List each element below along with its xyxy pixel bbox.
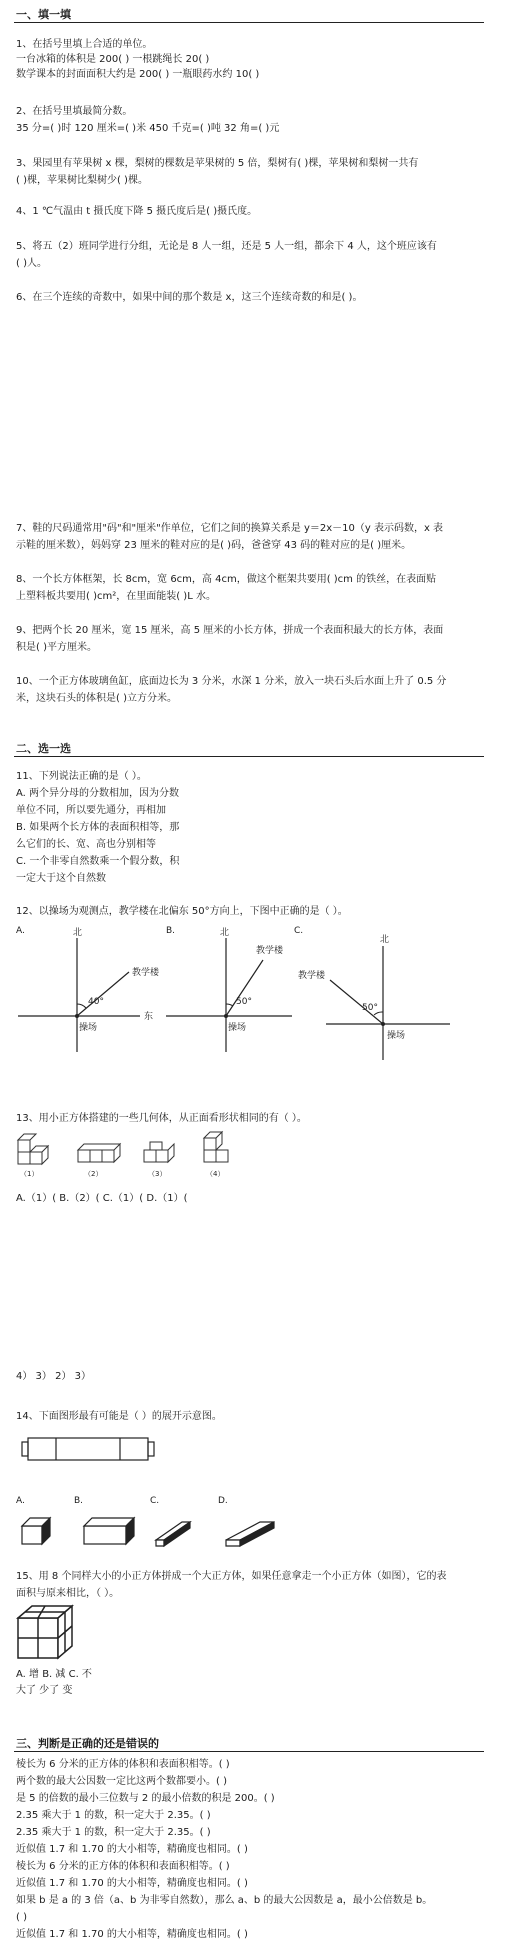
q2-line-2: 35 分=( )时 120 厘米=( )米 450 千克=( )吨 32 角=( )元 <box>16 123 280 134</box>
field-label: 操场 <box>387 1031 406 1041</box>
judge-item-9-bracket: ( ) <box>16 1912 27 1923</box>
q11-option-a-2: 单位不同，所以要先通分，再相加 <box>16 805 166 816</box>
judge-item-6: 近似值 1.7 和 1.70 的大小相等，精确度也相同。( ) <box>16 1844 248 1855</box>
figure-4-caption: （4） <box>206 1170 225 1178</box>
diagram-c <box>298 933 450 1060</box>
q15-options-line-2: 大了 少了 变 <box>16 1685 73 1696</box>
section-divider <box>14 1751 484 1752</box>
q12-option-a: A. <box>16 926 25 936</box>
section-3-title: 三、判断是正确的还是错误的 <box>16 1737 159 1750</box>
q14-option-a: A. <box>16 1496 25 1506</box>
q11-option-c-2: 一定大于这个自然数 <box>16 873 106 884</box>
q13-options: A.（1）( B.（2）( C.（1）( D.（1）( <box>16 1193 188 1204</box>
q10-line-2: 米，这块石头的体积是( )立方分米。 <box>16 693 177 704</box>
q11-option-c-1: C. 一个非零自然数乘一个假分数，积 <box>16 856 180 867</box>
north-label: 北 <box>380 935 390 945</box>
figure-2 <box>78 1144 120 1162</box>
q9-line-2: 积是( )平方厘米。 <box>16 642 97 653</box>
figure-3 <box>144 1142 174 1162</box>
q12-text: 12、以操场为观测点，教学楼在北偏东 50°方向上，下图中正确的是（ ）。 <box>16 906 348 917</box>
judge-item-10: 近似值 1.7 和 1.70 的大小相等，精确度也相同。( ) <box>16 1929 248 1940</box>
figure-3-caption: （3） <box>148 1170 167 1178</box>
q13-cube-figures <box>14 1130 244 1180</box>
figure-4 <box>204 1132 228 1162</box>
judge-item-3: 是 5 的倍数的最小三位数与 2 的最小倍数的积是 200。( ) <box>16 1793 275 1804</box>
q3-line-2: ( )棵，苹果树比梨树少( )棵。 <box>16 175 148 186</box>
q12-option-c: C. <box>294 926 304 936</box>
east-label: 东 <box>144 1012 154 1022</box>
q14-option-c: C. <box>150 1496 160 1506</box>
q8-line-2: 上塑料板共要用( )cm²，在里面能装( )L 水。 <box>16 591 216 602</box>
judge-item-1: 棱长为 6 分米的正方体的体积和表面积相等。( ) <box>16 1759 230 1770</box>
angle-label: 50° <box>362 1003 378 1013</box>
judge-item-7: 棱长为 6 分米的正方体的体积和表面积相等。( ) <box>16 1861 230 1872</box>
q7-line-1: 7、鞋的尺码通常用"码"和"厘米"作单位，它们之间的换算关系是 y＝2x－10（y 表示码数，x 表 <box>16 523 444 534</box>
building-label: 教学楼 <box>256 946 284 956</box>
q4-line-1: 4、1 ℃气温由 t 摄氏度下降 5 摄氏度后是( )摄氏度。 <box>16 206 258 217</box>
q5-line-2: ( )人。 <box>16 258 47 269</box>
building-label: 教学楼 <box>132 968 160 978</box>
q14-option-d: D. <box>218 1496 228 1506</box>
q14-net-figure <box>18 1428 178 1472</box>
angle-label: 50° <box>236 997 252 1007</box>
q6-line-1: 6、在三个连续的奇数中，如果中间的那个数是 x，这三个连续奇数的和是( )。 <box>16 292 363 303</box>
field-label: 操场 <box>79 1023 98 1033</box>
q2-line-1: 2、在括号里填最简分数。 <box>16 106 133 117</box>
q15-cube-figure <box>16 1604 80 1664</box>
diagram-b <box>166 926 292 1052</box>
q12-option-b: B. <box>166 926 176 936</box>
field-label: 操场 <box>228 1023 247 1033</box>
q14-text: 14、下面图形最有可能是（ ）的展开示意图。 <box>16 1411 222 1422</box>
q5-line-1: 5、将五（2）班同学进行分组，无论是 8 人一组，还是 5 人一组，都余下 4 人，这个班应该有 <box>16 241 437 252</box>
q14-option-b: B. <box>74 1496 84 1506</box>
q9-line-1: 9、把两个长 20 厘米，宽 15 厘米，高 5 厘米的小长方体，拼成一个表面积最大的长方体，表面 <box>16 625 444 636</box>
q11-option-b-1: B. 如果两个长方体的表面积相等，那 <box>16 822 180 833</box>
q3-line-1: 3、果园里有苹果树 x 棵，梨树的棵数是苹果树的 5 倍，梨树有( )棵，苹果树和梨树一共有 <box>16 158 419 169</box>
north-label: 北 <box>220 928 230 938</box>
judge-item-2: 两个数的最大公因数一定比这两个数都要小。( ) <box>16 1776 227 1787</box>
diagram-a <box>18 926 160 1052</box>
figure-2-caption: （2） <box>84 1170 103 1178</box>
q8-line-1: 8、一个长方体框架，长 8cm，宽 6cm，高 4cm，做这个框架共要用( )cm 的铁丝，在表面贴 <box>16 574 437 585</box>
q1-line-1: 1、在括号里填上合适的单位。 <box>16 39 153 50</box>
q13-text: 13、用小正方体搭建的一些几何体，从正面看形状相同的有（ ）。 <box>16 1113 307 1124</box>
q13-options-continued: 4） 3） 2） 3） <box>16 1371 91 1382</box>
judge-item-5: 2.35 乘大于 1 的数，积一定大于 2.35。( ) <box>16 1827 211 1838</box>
q15-line-2: 面积与原来相比，（ ）。 <box>16 1588 120 1599</box>
q10-line-1: 10、一个正方体玻璃鱼缸，底面边长为 3 分米，水深 1 分米，放入一块石头后水面上升了 0.5 分 <box>16 676 447 687</box>
q1-line-2: 一台冰箱的体积是 200( ) 一根跳绳长 20( ) <box>16 54 210 65</box>
figure-1-caption: （1） <box>20 1170 39 1178</box>
figure-1 <box>18 1134 48 1164</box>
q15-options-line-1: A. 增 B. 减 C. 不 <box>16 1669 92 1680</box>
judge-item-8: 近似值 1.7 和 1.70 的大小相等，精确度也相同。( ) <box>16 1878 248 1889</box>
q14-option-shapes <box>14 1514 304 1550</box>
judge-item-9: 如果 b 是 a 的 3 倍（a、b 为非零自然数），那么 a、b 的最大公因数是 a，最小公倍数是 b。 <box>16 1895 433 1906</box>
north-label: 北 <box>73 928 83 938</box>
q11-line-1: 11、下列说法正确的是（ ）。 <box>16 771 147 782</box>
q12-direction-diagrams <box>0 920 512 1050</box>
q11-option-b-2: 么它们的长、宽、高也分别相等 <box>16 839 156 850</box>
q1-line-3: 数学课本的封面面积大约是 200( ) 一瓶眼药水约 10( ) <box>16 69 260 80</box>
section-2-title: 二、选一选 <box>16 742 71 755</box>
section-divider <box>14 22 484 23</box>
building-label: 教学楼 <box>298 971 326 981</box>
q7-line-2: 示鞋的厘米数），妈妈穿 23 厘米的鞋对应的是( )码，爸爸穿 43 码的鞋对应的是( )厘米。 <box>16 540 412 551</box>
section-1-title: 一、填一填 <box>16 8 71 21</box>
angle-label: 40° <box>88 997 104 1007</box>
q11-option-a-1: A. 两个异分母的分数相加，因为分数 <box>16 788 180 799</box>
section-divider <box>14 756 484 757</box>
judge-item-4: 2.35 乘大于 1 的数，积一定大于 2.35。( ) <box>16 1810 211 1821</box>
q15-line-1: 15、用 8 个同样大小的小正方体拼成一个大正方体，如果任意拿走一个小正方体（如图），它的表 <box>16 1571 447 1582</box>
